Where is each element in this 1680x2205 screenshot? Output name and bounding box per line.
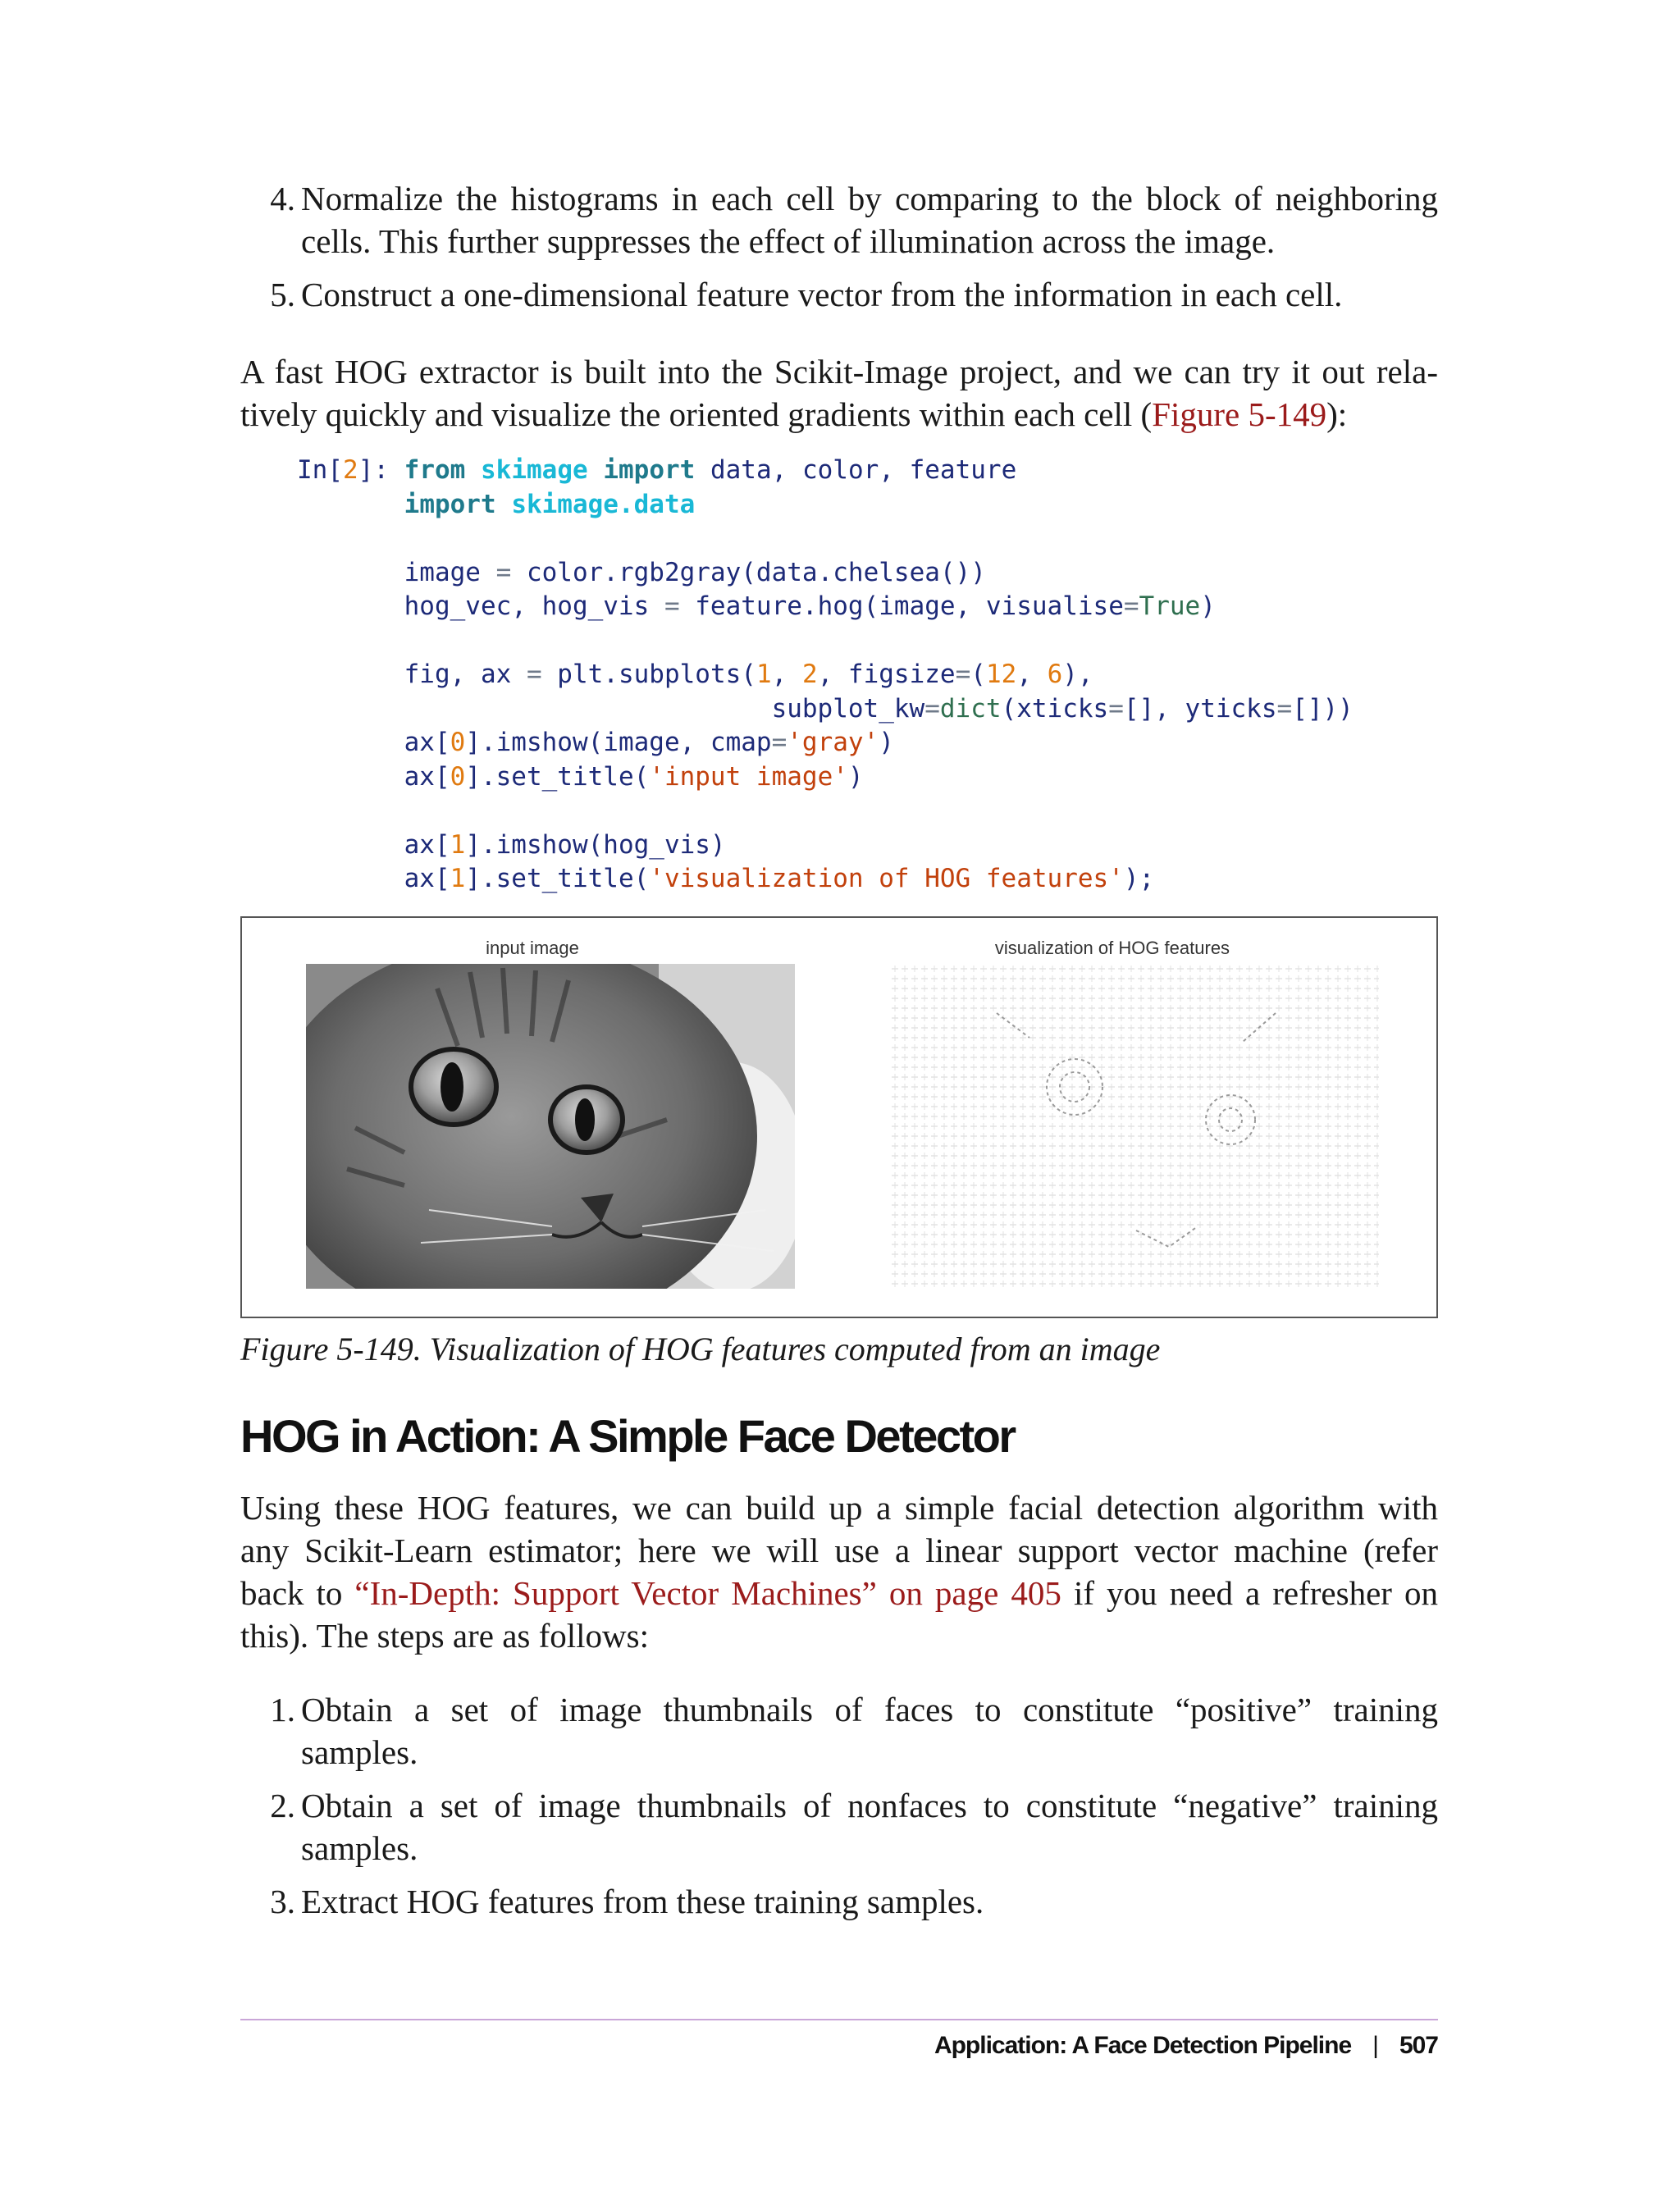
list-item-text: samples.	[301, 1733, 418, 1771]
left-panel-title: input image	[486, 938, 579, 958]
list-item-number: 2.	[270, 1787, 295, 1824]
list-item-text: samples.	[301, 1829, 418, 1867]
footer-separator: |	[1372, 2032, 1378, 2059]
list-item-number: 5.	[270, 276, 295, 313]
section-heading: HOG in Action: A Simple Face Detector	[240, 1410, 1015, 1462]
text-run: back to	[240, 1574, 355, 1612]
hog-visualization	[890, 964, 1379, 1289]
running-footer-title: Application: A Face Detection Pipeline	[934, 2032, 1352, 2059]
list-item-number: 3.	[270, 1883, 295, 1920]
figure-link[interactable]: Figure 5-149	[1152, 395, 1327, 433]
list-item-text: Extract HOG features from these training samples.	[301, 1883, 984, 1920]
paragraph-line: Using these HOG features, we can build up a simple facial detection algorithm with	[240, 1489, 1438, 1527]
paragraph-line	[240, 393, 1438, 436]
code-block: In[2]: from skimage import data, color, feature import skimage.data image = color.rgb2gray(data.chelsea()) hog_vec, hog_vis = feature.hog(image, visualise=True) fig, ax = plt.subplots(1, 2, figsize=(12, 6), subplot_kw=dict(xticks=[], yticks=[])) ax[0].imshow(image, cmap='gray') ax[0].set_title('input image') ax[1].imshow(hog_vis) ax[1].set_title('visualization of HOG features');	[297, 455, 1354, 893]
list-item-number: 4.	[270, 180, 295, 217]
list-item-number: 1.	[270, 1691, 295, 1728]
paragraph-line	[240, 1572, 1438, 1614]
paragraph-line: A fast HOG extractor is built into the Scikit-Image project, and we can try it out rela-	[240, 353, 1438, 390]
figure	[240, 916, 1438, 1318]
text-run: ):	[1326, 395, 1348, 433]
list-item-text: Obtain a set of image thumbnails of faces to constitute “positive” training	[301, 1691, 1438, 1728]
page-number: 507	[1399, 2032, 1438, 2059]
paragraph-line: this). The steps are as follows:	[240, 1617, 649, 1655]
list-item-text: Construct a one-dimensional feature vector from the information in each cell.	[301, 276, 1343, 313]
figure-caption: Figure 5-149. Visualization of HOG features computed from an image	[240, 1331, 1161, 1367]
text-run: tively quickly and visualize the oriented gradients within each cell (	[240, 395, 1153, 433]
right-panel-title: visualization of HOG features	[994, 938, 1230, 958]
list-item-text: Obtain a set of image thumbnails of nonfaces to constitute “negative” training	[301, 1787, 1438, 1824]
cross-reference-link[interactable]: “In-Depth: Support Vector Machines” on page 405	[354, 1574, 1061, 1612]
text-run: if you need a refresher on	[1061, 1574, 1438, 1612]
paragraph-line: any Scikit-Learn estimator; here we will use a linear support vector machine (refer	[240, 1532, 1438, 1569]
footer-rule	[240, 2019, 1438, 2020]
cat-image	[306, 964, 795, 1289]
list-item-text: Normalize the histograms in each cell by comparing to the block of neighboring	[301, 180, 1438, 217]
page-footer	[934, 2032, 1438, 2060]
list-item-text: cells. This further suppresses the effect of illumination across the image.	[301, 222, 1276, 260]
